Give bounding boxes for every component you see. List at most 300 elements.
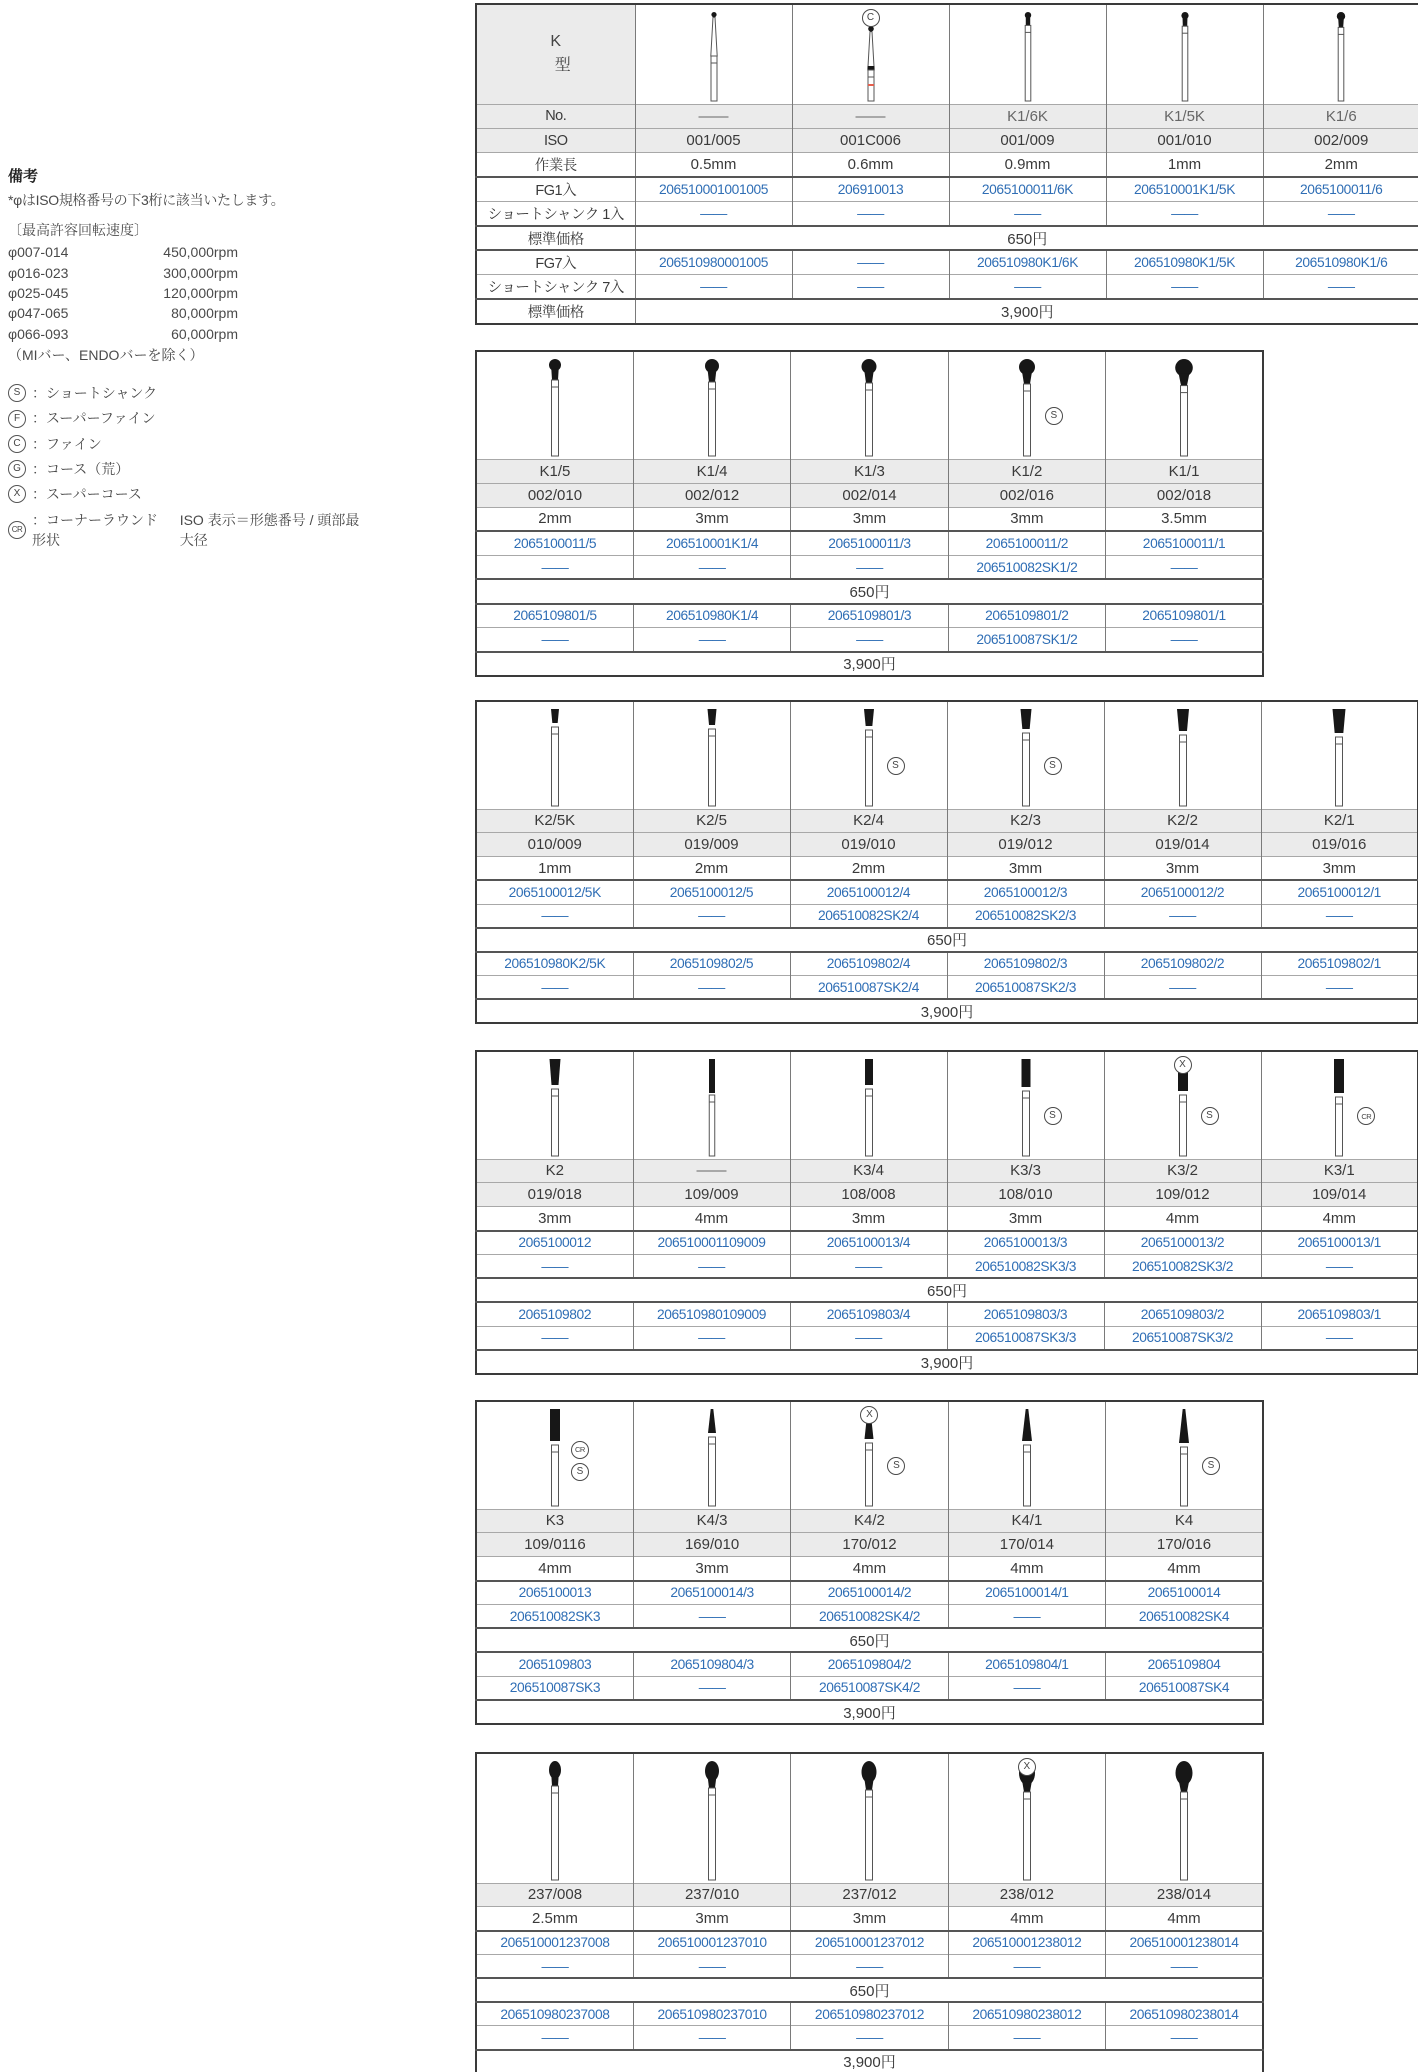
short-shank1-code-cell: ——	[476, 904, 633, 928]
fg1-code-cell[interactable]: 2065100012/5K	[476, 880, 633, 904]
fg7-code-cell[interactable]: 206510980K1/6K	[949, 250, 1106, 274]
fg1-code-cell[interactable]: 2065100014/3	[633, 1581, 790, 1605]
speed-diameter: φ016-023	[8, 264, 69, 281]
iso-code-cell: 019/014	[1104, 833, 1261, 857]
super-coarse-x-icon: X	[1018, 1758, 1036, 1776]
iso-code-cell: 002/009	[1263, 128, 1418, 152]
short-shank1-code-cell[interactable]: 206510082SK4/2	[791, 1605, 948, 1629]
fg1-code-cell[interactable]: 2065100012	[476, 1231, 633, 1255]
product-name-cell: K2/2	[1104, 809, 1261, 833]
row-label-price: 標準価格	[476, 299, 635, 323]
bur-image	[791, 353, 947, 457]
working-length-cell: 3mm	[633, 507, 790, 531]
product-name-cell: K1/1	[1106, 459, 1263, 483]
bur-image	[949, 1755, 1105, 1881]
speed-row	[8, 303, 238, 323]
working-length-cell: 3mm	[1104, 857, 1261, 881]
short-shank1-code-cell[interactable]: 206510082SK2/4	[790, 904, 947, 928]
bur-image-cell	[947, 701, 1104, 809]
short-shank7-code-cell: ——	[1261, 1326, 1418, 1350]
bur-shape	[532, 1755, 578, 1881]
bur-shape	[1316, 703, 1362, 807]
fg1-code-cell[interactable]: 206510001238012	[948, 1931, 1105, 1955]
bur-image	[1105, 703, 1261, 807]
standard-price-1pack: 650円	[476, 1628, 1263, 1652]
short-shank1-code-cell: ——	[792, 202, 949, 226]
bur-shape	[532, 1053, 578, 1157]
bur-image-cell	[948, 1401, 1105, 1509]
fg7-code-cell[interactable]: 2065109803	[476, 1652, 633, 1676]
working-length-cell: 4mm	[1261, 1207, 1418, 1231]
legend-label: ：コーナーラウンド形状	[32, 511, 158, 548]
working-length-cell: 4mm	[1106, 1557, 1263, 1581]
iso-code-cell: 001/009	[949, 128, 1106, 152]
fg1-code-cell[interactable]: 206510001237010	[633, 1931, 790, 1955]
short-shank1-code-cell[interactable]: 206510082SK3/3	[947, 1255, 1104, 1279]
row-label-working-length: 作業長	[476, 153, 635, 177]
bur-image-cell	[1261, 1051, 1418, 1159]
working-length-cell: 2mm	[476, 507, 633, 531]
fg7-code-cell[interactable]: 206510980237012	[791, 2002, 948, 2026]
speed-list	[8, 242, 360, 343]
short-shank1-code-cell: ——	[635, 202, 792, 226]
fg7-code-cell[interactable]: 206510980237008	[476, 2002, 633, 2026]
fg1-code-cell[interactable]: 206510001109009	[633, 1231, 790, 1255]
fg1-code-cell[interactable]: 2065100011/6	[1263, 177, 1418, 201]
bur-image-cell	[948, 1753, 1105, 1883]
bur-shape	[846, 1053, 892, 1157]
bur-image	[634, 353, 790, 457]
fg7-code-cell[interactable]: 2065109802/1	[1261, 952, 1418, 976]
iso-code-cell: 019/018	[476, 1183, 633, 1207]
working-length-cell: 4mm	[948, 1907, 1105, 1931]
bur-shape	[1161, 1403, 1207, 1507]
fg7-code-cell[interactable]: 2065109801/2	[948, 604, 1105, 628]
fg7-code-cell[interactable]: 2065109803/2	[1104, 1302, 1261, 1326]
speed-diameter: φ025-045	[8, 284, 69, 301]
short-shank7-code-cell[interactable]: 206510087SK3/2	[1104, 1326, 1261, 1350]
fg7-code-cell[interactable]: 2065109802	[476, 1302, 633, 1326]
short-shank7-code-cell: ——	[635, 275, 792, 299]
speed-exclusion-note: （MIバー、ENDOバーを除く）	[8, 346, 204, 363]
product-name-cell: K4	[1106, 1509, 1263, 1533]
f-symbol-icon: F	[8, 410, 26, 428]
bur-image-cell	[476, 1753, 633, 1883]
bur-image	[791, 1053, 947, 1157]
short-shank-s-icon: S	[1202, 1457, 1220, 1475]
fg7-code-cell[interactable]: 206510980K1/6	[1263, 250, 1418, 274]
bur-shape	[689, 703, 735, 807]
iso-code-cell: 108/008	[790, 1183, 947, 1207]
working-length-cell: 3mm	[791, 507, 948, 531]
standard-price-1pack: 650円	[476, 1978, 1263, 2002]
cr-symbol-icon: CR	[8, 521, 26, 539]
working-length-cell: 3mm	[633, 1907, 790, 1931]
legend-item	[8, 434, 360, 454]
short-shank1-code-cell: ——	[948, 1605, 1105, 1629]
short-shank-s-icon: S	[571, 1463, 589, 1481]
bur-shape	[1162, 6, 1208, 102]
bur-image	[477, 1053, 633, 1157]
product-name-cell: K2/5	[633, 809, 790, 833]
row-label-price: 標準価格	[476, 226, 635, 250]
bur-shape	[1161, 353, 1207, 457]
product-name-cell: K1/4	[633, 459, 790, 483]
working-length-cell: 3mm	[948, 507, 1105, 531]
bur-image	[634, 703, 790, 807]
bur-shape	[689, 353, 735, 457]
fg1-code-cell[interactable]: 206510001237012	[791, 1931, 948, 1955]
iso-code-cell: 001C006	[792, 128, 949, 152]
short-shank1-code-cell[interactable]: 206510082SK1/2	[948, 555, 1105, 579]
bur-image	[1262, 1053, 1418, 1157]
legend-item	[8, 383, 360, 403]
speed-list-title: 〔最高許容回転速度〕	[8, 222, 148, 239]
short-shank-s-icon: S	[887, 1457, 905, 1475]
short-shank-s-icon: S	[887, 757, 905, 775]
short-shank7-code-cell: ——	[949, 275, 1106, 299]
bur-image-cell	[792, 4, 949, 104]
standard-price-1pack: 650円	[476, 1278, 1418, 1302]
short-shank1-code-cell[interactable]: 206510082SK3/2	[1104, 1255, 1261, 1279]
speed-row	[8, 324, 238, 344]
bur-shape	[691, 6, 737, 102]
bur-shape	[689, 1403, 735, 1507]
bur-image-cell	[633, 1753, 790, 1883]
g-symbol-icon: G	[8, 460, 26, 478]
bur-image	[791, 703, 947, 807]
c-symbol-icon: C	[8, 435, 26, 453]
fg7-code-cell[interactable]: 2065109803/4	[790, 1302, 947, 1326]
iso-code-cell: 108/010	[947, 1183, 1104, 1207]
fg7-code-cell[interactable]: 206510980K1/4	[633, 604, 790, 628]
iso-code-cell: 002/010	[476, 483, 633, 507]
short-shank7-code-cell: ——	[1106, 628, 1263, 652]
product-no-cell: K1/6	[1263, 104, 1418, 128]
standard-price-1pack: 650円	[476, 928, 1418, 952]
short-shank7-code-cell[interactable]: 206510087SK1/2	[948, 628, 1105, 652]
fg7-code-cell[interactable]: 206510980001005	[635, 250, 792, 274]
product-table-2	[475, 350, 1264, 677]
product-name-cell: K3/3	[947, 1159, 1104, 1183]
bur-shape	[1003, 1053, 1049, 1157]
corner-round-cr-icon: CR	[571, 1441, 589, 1459]
type-letter: K	[550, 33, 562, 51]
legend-label: ：ファイン	[32, 435, 102, 452]
bur-image-cell	[947, 1051, 1104, 1159]
fg7-code-cell[interactable]: 2065109802/3	[947, 952, 1104, 976]
working-length-cell: 4mm	[633, 1207, 790, 1231]
fg1-code-cell[interactable]: 2065100013/1	[1261, 1231, 1418, 1255]
working-length-cell: 4mm	[1106, 1907, 1263, 1931]
bur-image	[949, 353, 1105, 457]
working-length-cell: 0.9mm	[949, 153, 1106, 177]
iso-code-cell: 002/014	[791, 483, 948, 507]
product-name-cell: ——	[633, 1159, 790, 1183]
short-shank1-code-cell: ——	[633, 1605, 790, 1629]
short-shank7-code-cell: ——	[633, 628, 790, 652]
fg1-code-cell[interactable]: 2065100011/2	[948, 531, 1105, 555]
working-length-cell: 4mm	[476, 1557, 633, 1581]
fg1-code-cell[interactable]: 2065100012/4	[790, 880, 947, 904]
bur-image-cell	[791, 1401, 948, 1509]
bur-shape	[1003, 703, 1049, 807]
x-symbol-icon: X	[8, 485, 26, 503]
bur-image-cell	[633, 1051, 790, 1159]
fg7-code-cell[interactable]: 206510980109009	[633, 1302, 790, 1326]
fg1-code-cell[interactable]: 2065100012/2	[1104, 880, 1261, 904]
bur-shape	[1160, 703, 1206, 807]
iso-code-cell: 237/010	[633, 1883, 790, 1907]
working-length-cell: 3mm	[1261, 857, 1418, 881]
short-shank7-code-cell: ——	[792, 275, 949, 299]
short-shank-s-icon: S	[1044, 1107, 1062, 1125]
bur-image	[949, 1403, 1105, 1507]
fg1-code-cell[interactable]: 2065100013/2	[1104, 1231, 1261, 1255]
short-shank1-code-cell: ——	[790, 1255, 947, 1279]
iso-code-cell: 170/012	[791, 1533, 948, 1557]
short-shank1-code-cell: ——	[791, 1954, 948, 1978]
bur-shape	[532, 353, 578, 457]
short-shank7-code-cell[interactable]: 206510087SK2/3	[947, 976, 1104, 1000]
working-length-cell: 4mm	[948, 1557, 1105, 1581]
working-length-cell: 0.6mm	[792, 153, 949, 177]
short-shank1-code-cell: ——	[791, 555, 948, 579]
bur-image-cell	[633, 1401, 790, 1509]
short-shank1-code-cell[interactable]: 206510082SK4	[1106, 1605, 1263, 1629]
bur-image	[634, 1053, 790, 1157]
row-label-fg7-code: FG7入	[476, 250, 635, 274]
short-shank7-code-cell: ——	[791, 628, 948, 652]
bur-shape	[846, 1755, 892, 1881]
fg7-code-cell[interactable]: 206510980K1/5K	[1106, 250, 1263, 274]
iso-code-cell: 238/014	[1106, 1883, 1263, 1907]
fg1-code-cell[interactable]: 206510001001005	[635, 177, 792, 201]
short-shank1-code-cell: ——	[1263, 202, 1418, 226]
bur-image	[793, 6, 949, 102]
speed-rpm: 450,000rpm	[163, 244, 238, 261]
fg1-code-cell[interactable]: 2065100012/5	[633, 880, 790, 904]
product-name-cell: K3/1	[1261, 1159, 1418, 1183]
fine-c-icon: C	[862, 9, 880, 27]
working-length-cell: 3mm	[633, 1557, 790, 1581]
short-shank7-code-cell[interactable]: 206510087SK4/2	[791, 1676, 948, 1700]
bur-image	[1106, 353, 1262, 457]
short-shank7-code-cell[interactable]: 206510087SK3	[476, 1676, 633, 1700]
short-shank1-code-cell: ——	[1106, 555, 1263, 579]
fg7-code-cell[interactable]: 206510980K2/5K	[476, 952, 633, 976]
speed-rpm: 80,000rpm	[171, 305, 238, 322]
fg7-code-cell[interactable]: 2065109803/1	[1261, 1302, 1418, 1326]
short-shank7-code-cell: ——	[476, 628, 633, 652]
fg1-code-cell[interactable]: 2065100013	[476, 1581, 633, 1605]
fg7-code-cell[interactable]: 2065109802/5	[633, 952, 790, 976]
bur-image	[477, 353, 633, 457]
row-label-iso-code: ISO	[476, 128, 635, 152]
bur-image-cell	[1104, 701, 1261, 809]
speed-rpm: 60,000rpm	[171, 325, 238, 342]
product-name-cell: K2/3	[947, 809, 1104, 833]
bur-shape	[689, 1053, 735, 1157]
product-name-cell: K3/4	[790, 1159, 947, 1183]
iso-code-cell: 001/005	[635, 128, 792, 152]
product-name-cell: K3/2	[1104, 1159, 1261, 1183]
bur-image	[1106, 1403, 1262, 1507]
short-shank1-code-cell: ——	[1261, 904, 1418, 928]
iso-code-cell: 019/009	[633, 833, 790, 857]
standard-price-1pack: 650円	[635, 226, 1418, 250]
short-shank1-code-cell: ——	[633, 904, 790, 928]
working-length-cell: 1mm	[1106, 153, 1263, 177]
legend-label: ：スーパーファイン	[32, 410, 156, 427]
standard-price-7pack: 3,900円	[635, 299, 1418, 323]
fg7-code-cell[interactable]: 206510980237010	[633, 2002, 790, 2026]
short-shank7-code-cell[interactable]: 206510087SK2/4	[790, 976, 947, 1000]
short-shank1-code-cell[interactable]: 206510082SK2/3	[947, 904, 1104, 928]
standard-price-7pack: 3,900円	[476, 1350, 1418, 1374]
short-shank7-code-cell: ——	[790, 1326, 947, 1350]
fg1-code-cell[interactable]: 206510001K1/4	[633, 531, 790, 555]
bur-image-cell	[791, 1753, 948, 1883]
legend-item	[8, 484, 360, 504]
fg1-code-cell[interactable]: 2065100012/1	[1261, 880, 1418, 904]
iso-code-cell: 010/009	[476, 833, 633, 857]
fg7-code-cell[interactable]: 2065109804/2	[791, 1652, 948, 1676]
fg1-code-cell[interactable]: 206510001238014	[1106, 1931, 1263, 1955]
bur-image	[634, 1755, 790, 1881]
short-shank1-code-cell[interactable]: 206510082SK3	[476, 1605, 633, 1629]
bur-image-cell	[1106, 1753, 1263, 1883]
fg7-code-cell[interactable]: 2065109803/3	[947, 1302, 1104, 1326]
short-shank1-code-cell: ——	[1106, 202, 1263, 226]
bur-shape	[846, 353, 892, 457]
fg1-code-cell[interactable]: 2065100013/3	[947, 1231, 1104, 1255]
product-name-cell: K1/2	[948, 459, 1105, 483]
short-shank7-code-cell: ——	[1106, 275, 1263, 299]
product-table-4	[475, 1050, 1418, 1375]
bur-image	[636, 6, 792, 102]
iso-display-note: ISO 表示＝形態番号 / 頭部最大径	[179, 511, 360, 548]
short-shank1-code-cell: ——	[633, 1255, 790, 1279]
bur-image	[791, 1755, 947, 1881]
super-coarse-x-icon: X	[860, 1406, 878, 1424]
fg7-code-cell[interactable]: 2065109801/1	[1106, 604, 1263, 628]
bur-image-cell	[1106, 351, 1263, 459]
short-shank1-code-cell: ——	[949, 202, 1106, 226]
fg1-code-cell[interactable]: 206510001K1/5K	[1106, 177, 1263, 201]
working-length-cell: 2mm	[790, 857, 947, 881]
product-name-cell: K3	[476, 1509, 633, 1533]
iso-code-cell: 238/012	[948, 1883, 1105, 1907]
bur-image	[634, 1403, 790, 1507]
fg7-code-cell[interactable]: 2065109804	[1106, 1652, 1263, 1676]
fg1-code-cell[interactable]: 2065100011/5	[476, 531, 633, 555]
s-symbol-icon: S	[8, 384, 26, 402]
standard-price-7pack: 3,900円	[476, 2050, 1263, 2072]
product-name-cell: K2/5K	[476, 809, 633, 833]
short-shank7-code-cell: ——	[476, 2026, 633, 2050]
iso-code-cell: 109/014	[1261, 1183, 1418, 1207]
bur-image-cell	[948, 351, 1105, 459]
short-shank7-code-cell: ——	[1263, 275, 1418, 299]
iso-code-cell: 237/012	[791, 1883, 948, 1907]
fg1-code-cell[interactable]: 2065100011/3	[791, 531, 948, 555]
fg7-code-cell[interactable]: 2065109804/1	[948, 1652, 1105, 1676]
short-shank-s-icon: S	[1045, 407, 1063, 425]
working-length-cell: 3.5mm	[1106, 507, 1263, 531]
row-label-short-shank1-code: ショートシャンク 1入	[476, 202, 635, 226]
bur-image-cell	[476, 1051, 633, 1159]
fg7-code-cell[interactable]: 2065109802/2	[1104, 952, 1261, 976]
notes-title: 備考	[8, 168, 39, 185]
speed-row	[8, 242, 238, 262]
bur-image	[1107, 6, 1263, 102]
short-shank7-code-cell: ——	[633, 976, 790, 1000]
fg1-code-cell[interactable]: 2065100014/2	[791, 1581, 948, 1605]
fg1-code-cell[interactable]: 2065100012/3	[947, 880, 1104, 904]
bur-image	[948, 1053, 1104, 1157]
working-length-cell: 4mm	[791, 1557, 948, 1581]
fg7-code-cell[interactable]: 206510980238014	[1106, 2002, 1263, 2026]
fg7-code-cell[interactable]: 2065109802/4	[790, 952, 947, 976]
fg1-code-cell[interactable]: 2065100014	[1106, 1581, 1263, 1605]
bur-shape	[1316, 1053, 1362, 1157]
fg7-code-cell[interactable]: 2065109804/3	[633, 1652, 790, 1676]
iso-code-cell: 019/012	[947, 833, 1104, 857]
iso-code-cell: 169/010	[633, 1533, 790, 1557]
short-shank7-code-cell: ——	[476, 1326, 633, 1350]
fg1-code-cell[interactable]: 2065100014/1	[948, 1581, 1105, 1605]
legend-item	[8, 459, 360, 479]
short-shank7-code-cell[interactable]: 206510087SK3/3	[947, 1326, 1104, 1350]
row-label-short-shank7-code: ショートシャンク 7入	[476, 275, 635, 299]
short-shank1-code-cell: ——	[1261, 1255, 1418, 1279]
bur-image-cell	[949, 4, 1106, 104]
iso-code-cell: 170/016	[1106, 1533, 1263, 1557]
type-kanji: 型	[554, 57, 571, 75]
working-length-cell: 3mm	[791, 1907, 948, 1931]
working-length-cell: 3mm	[790, 1207, 947, 1231]
bur-shape	[532, 703, 578, 807]
bur-image-cell	[635, 4, 792, 104]
short-shank7-code-cell: ——	[791, 2026, 948, 2050]
bur-image	[477, 703, 633, 807]
short-shank7-code-cell[interactable]: 206510087SK4	[1106, 1676, 1263, 1700]
fg1-code-cell[interactable]: 2065100011/6K	[949, 177, 1106, 201]
fg1-code-cell[interactable]: 2065100013/4	[790, 1231, 947, 1255]
short-shank7-code-cell: ——	[476, 976, 633, 1000]
table-corner-header	[476, 4, 635, 104]
fg1-code-cell[interactable]: 2065100011/1	[1106, 531, 1263, 555]
fg1-code-cell[interactable]: 206510001237008	[476, 1931, 633, 1955]
iso-code-cell: 002/016	[948, 483, 1105, 507]
bur-image-cell	[1261, 701, 1418, 809]
bur-image-cell	[476, 1401, 633, 1509]
short-shank1-code-cell: ——	[948, 1954, 1105, 1978]
bur-image-cell	[1106, 1401, 1263, 1509]
product-table-3	[475, 700, 1418, 1024]
fg7-code-cell[interactable]: 206510980238012	[948, 2002, 1105, 2026]
fg7-code-cell[interactable]: 2065109801/3	[791, 604, 948, 628]
fg7-code-cell[interactable]: 2065109801/5	[476, 604, 633, 628]
product-name-cell: K1/5	[476, 459, 633, 483]
short-shank7-code-cell: ——	[1106, 2026, 1263, 2050]
fg1-code-cell[interactable]: 206910013	[792, 177, 949, 201]
iso-code-cell: 109/0116	[476, 1533, 633, 1557]
legend-label: ：ショートシャンク	[32, 385, 158, 402]
corner-round-cr-icon: CR	[1357, 1107, 1375, 1125]
product-name-cell: K2	[476, 1159, 633, 1183]
